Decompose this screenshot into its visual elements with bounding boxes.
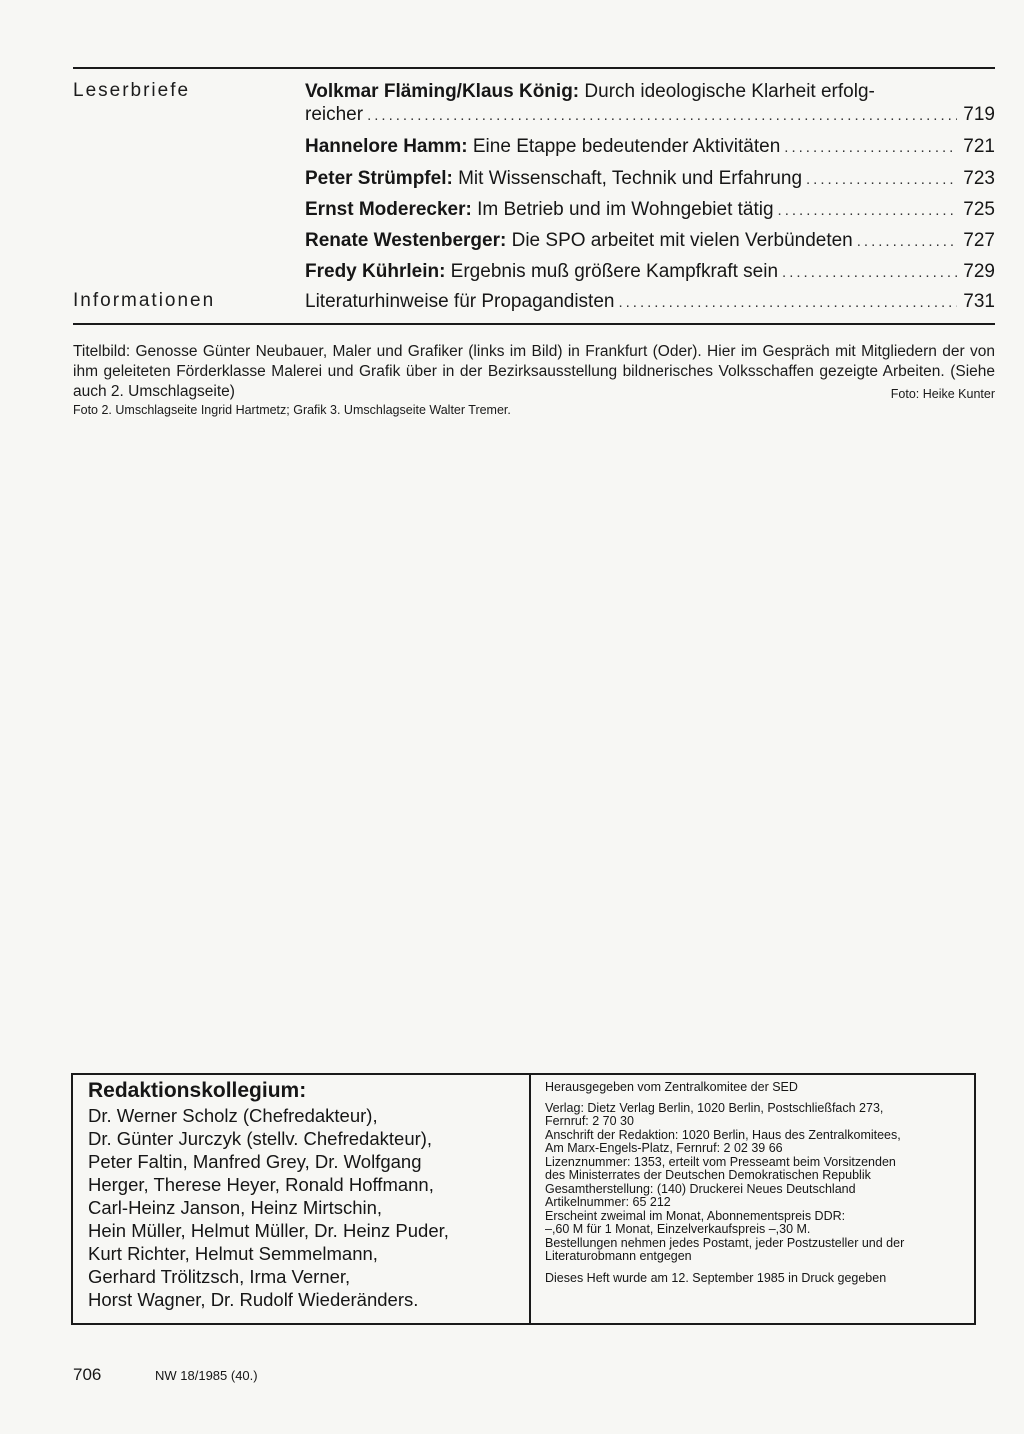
- toc-page-number: 729: [963, 261, 995, 282]
- toc-title: Eine Etappe bedeutender Aktivitäten: [467, 136, 781, 157]
- leader-dots: [857, 230, 958, 253]
- toc-page-number: 725: [963, 199, 995, 220]
- publisher-detail-line: Artikelnummer: 65 212: [545, 1195, 671, 1209]
- toc-page-number: 723: [963, 168, 995, 189]
- toc-title: Im Betrieb und im Wohngebiet tätig: [471, 199, 774, 220]
- leader-dots: [778, 199, 958, 222]
- editorial-member-line: Horst Wagner, Dr. Rudolf Wiederänders.: [88, 1289, 419, 1310]
- toc-author: Renate Westenberger:: [305, 230, 507, 251]
- leader-dots: [782, 261, 957, 284]
- toc-entry[interactable]: [305, 198, 995, 222]
- toc-entry[interactable]: [305, 290, 995, 314]
- section-rule: [73, 323, 995, 325]
- publisher-detail-line: Verlag: Dietz Verlag Berlin, 1020 Berlin, Postschließfach 273,: [545, 1100, 884, 1115]
- toc-entry[interactable]: [305, 229, 995, 253]
- print-date-note: Dieses Heft wurde am 12. September 1985 in Druck gegeben: [545, 1270, 887, 1285]
- toc-page-number: 731: [963, 291, 995, 312]
- publisher-detail-line: –,60 M für 1 Monat, Einzelverkaufspreis –,30 M.: [545, 1222, 811, 1236]
- editorial-member-line: Herger, Therese Heyer, Ronald Hoffmann,: [88, 1174, 434, 1195]
- toc-title: Literaturhinweise für Propagandisten: [305, 291, 615, 312]
- editorial-board-heading: Redaktionskollegium:: [88, 1079, 307, 1102]
- toc-page-number: 719: [963, 104, 995, 125]
- editorial-member-line: Gerhard Trölitzsch, Irma Verner,: [88, 1266, 351, 1287]
- leader-dots: [367, 104, 957, 127]
- issue-reference: NW 18/1985 (40.): [155, 1368, 258, 1383]
- editorial-member-line: Dr. Werner Scholz (Chefredakteur),: [88, 1105, 378, 1126]
- imprint-divider: [529, 1075, 531, 1323]
- toc-author: Peter Strümpfel:: [305, 168, 453, 189]
- editorial-member-line: Carl-Heinz Janson, Heinz Mirtschin,: [88, 1197, 383, 1218]
- publisher-details: [545, 1081, 965, 1285]
- section-label-informationen: Informationen: [73, 290, 216, 311]
- toc-author: Volkmar Fläming/Klaus König:: [305, 81, 580, 102]
- publisher-detail-line: Lizenznummer: 1353, erteilt vom Presseamt beim Vorsitzenden: [545, 1154, 896, 1169]
- toc-author: Ernst Moderecker:: [305, 199, 472, 220]
- publisher-detail-line: Fernruf: 2 70 30: [545, 1114, 634, 1128]
- editorial-member-line: Dr. Günter Jurczyk (stellv. Chefredakteur),: [88, 1128, 433, 1149]
- publisher-detail-line: Literaturobmann entgegen: [545, 1249, 692, 1263]
- toc-title: Ergebnis muß größere Kampfkraft sein: [445, 261, 779, 282]
- toc-title: Durch ideologische Klarheit erfolg-: [579, 81, 875, 102]
- toc-title-continued: reicher: [305, 104, 364, 125]
- publisher-detail-line: Anschrift der Redaktion: 1020 Berlin, Haus des Zentralkomitees,: [545, 1127, 901, 1142]
- editorial-member-line: Peter Faltin, Manfred Grey, Dr. Wolfgang: [88, 1151, 422, 1172]
- photo-credit: Foto: Heike Kunter: [890, 387, 995, 401]
- toc-page-number: 721: [963, 136, 995, 157]
- section-label-leserbriefe: Leserbriefe: [73, 80, 191, 101]
- leader-dots: [784, 136, 957, 159]
- publisher-detail-line: Am Marx-Engels-Platz, Fernruf: 2 02 39 66: [545, 1141, 783, 1155]
- leader-dots: [806, 168, 957, 191]
- publisher-line: Herausgegeben vom Zentralkomitee der SED: [545, 1080, 798, 1094]
- toc-page-number: 727: [963, 230, 995, 251]
- editorial-member-line: Kurt Richter, Helmut Semmelmann,: [88, 1243, 378, 1264]
- toc-author: Fredy Kührlein:: [305, 261, 446, 282]
- publisher-detail-line: des Ministerrates der Deutschen Demokratischen Republik: [545, 1168, 871, 1182]
- publisher-detail-line: Gesamtherstellung: (140) Druckerei Neues Deutschland: [545, 1181, 856, 1196]
- editorial-board: [88, 1078, 518, 1311]
- toc-author: Hannelore Hamm:: [305, 136, 468, 157]
- toc-entry[interactable]: [305, 260, 995, 284]
- toc-title: Die SPO arbeitet mit vielen Verbündeten: [506, 230, 853, 251]
- leader-dots: [618, 291, 957, 314]
- cover-caption-text: Titelbild: Genosse Günter Neubauer, Maler und Grafiker (links im Bild) in Frankfurt (Oder). Hier im Gespräch mit Mitgliedern der von ihm geleiteten Förderklasse Malerei und Grafik über in der Bezirksausstellung bildnerisches Volksschaffen gezeigte Arbeiten. (Siehe auch 2. Umschlagseite): [73, 343, 995, 400]
- image-credits: Foto 2. Umschlagseite Ingrid Hartmetz; Grafik 3. Umschlagseite Walter Tremer.: [73, 403, 511, 417]
- editorial-member-line: Hein Müller, Helmut Müller, Dr. Heinz Puder,: [88, 1220, 449, 1241]
- toc-entry[interactable]: [305, 80, 995, 127]
- page-number: 706: [73, 1365, 102, 1384]
- top-rule: [73, 67, 995, 69]
- cover-caption: [73, 342, 995, 404]
- publisher-detail-line: Bestellungen nehmen jedes Postamt, jeder Postzusteller und der: [545, 1235, 905, 1250]
- toc-title: Mit Wissenschaft, Technik und Erfahrung: [452, 168, 803, 189]
- toc-entry[interactable]: [305, 135, 995, 159]
- imprint-box: [71, 1073, 976, 1325]
- toc-entry[interactable]: [305, 167, 995, 191]
- publisher-detail-line: Erscheint zweimal im Monat, Abonnementspreis DDR:: [545, 1208, 846, 1223]
